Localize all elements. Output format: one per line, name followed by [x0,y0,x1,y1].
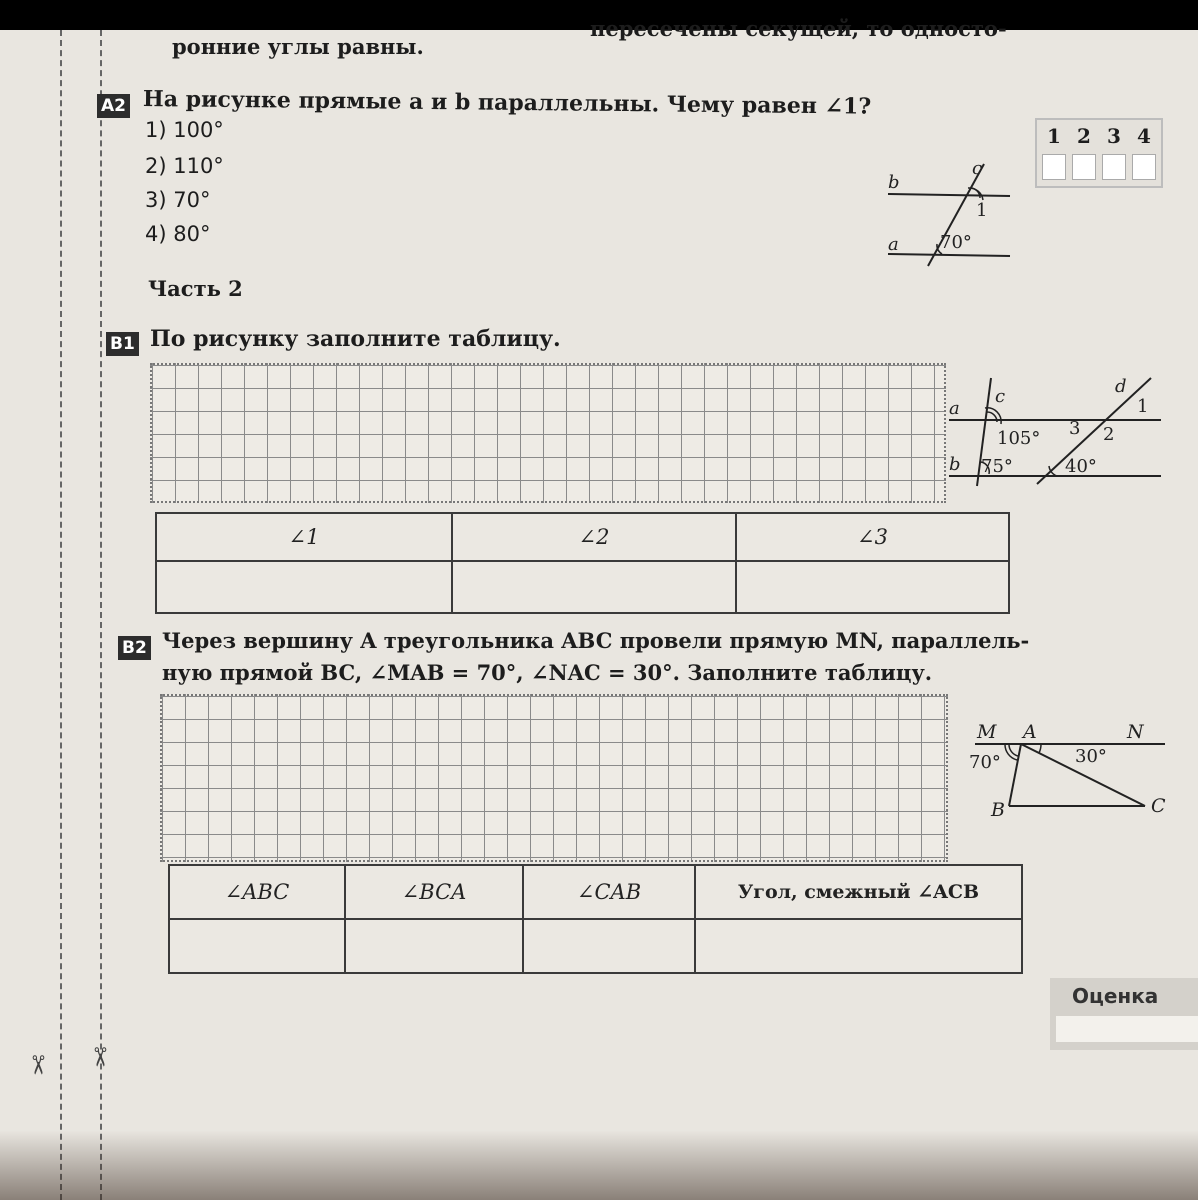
b2-angle-70: 70° [969,752,1001,773]
b1-work-grid[interactable] [150,363,946,503]
b1-angle-40: 40° [1065,456,1097,477]
answer-cell-3[interactable] [1102,154,1126,180]
page-edge-shadow [0,1130,1198,1200]
b1-angle-75: 75° [981,456,1013,477]
b1-figure [945,378,1165,488]
a2-label-c: c [972,158,983,179]
answer-number: 2 [1077,124,1091,148]
b1-header-angle1: ∠1 [156,513,452,561]
b1-label-c: c [995,386,1006,407]
cut-line-right [100,30,102,1200]
b2-header-bca: ∠BCA [345,865,523,919]
b1-answer-cell-3[interactable] [736,561,1009,613]
a2-label-b: b [888,172,900,193]
answer-number: 3 [1107,124,1121,148]
b1-angle-105: 105° [997,428,1041,449]
b2-header-adjacent-acb: Угол, смежный ∠ACB [695,865,1022,919]
b1-number-3: 3 [1069,418,1081,439]
b1-label-a: a [949,398,960,419]
top-text-line-right: пересечены секущей, то односто- [590,16,1007,41]
b1-answer-cell-1[interactable] [156,561,452,613]
a2-label-a: a [888,234,899,255]
b2-header-abc: ∠ABC [169,865,345,919]
cut-line-left [60,30,62,1200]
b1-answer-table [155,512,1010,614]
b2-label-C: C [1151,795,1166,817]
b1-question: По рисунку заполните таблицу. [150,326,561,352]
b2-label-M: M [977,721,997,743]
b2-answer-table [168,864,1023,974]
b2-label-N: N [1127,721,1144,743]
b2-header-cab: ∠CAB [523,865,695,919]
b2-figure [965,716,1175,826]
a2-option-1: 1) 100° [145,118,224,142]
a2-question: На рисунке прямые a и b параллельны. Чему равен ∠1? [142,86,872,120]
b2-question-line1: Через вершину A треугольника ABC провели прямую MN, параллель- [162,628,1030,653]
b2-label-A: A [1023,721,1037,743]
a2-angle-70: 70° [940,232,972,253]
answer-cell-4[interactable] [1132,154,1156,180]
b2-answer-cell-1[interactable] [169,919,345,973]
answer-number: 4 [1137,124,1151,148]
b1-header-angle3: ∠3 [736,513,1009,561]
a2-option-3: 3) 70° [145,188,211,212]
a2-badge: A2 [97,94,130,118]
scissors-icon: ✂ [83,1046,114,1068]
b2-answer-cell-4[interactable] [695,919,1022,973]
a2-answer-box [1035,118,1163,188]
b1-label-b: b [949,454,961,475]
answer-cell-2[interactable] [1072,154,1096,180]
b1-badge: B1 [106,332,139,356]
grade-box [1050,978,1198,1050]
grade-field[interactable] [1056,1016,1198,1042]
b1-number-2: 2 [1103,424,1115,445]
answer-cell-1[interactable] [1042,154,1066,180]
part2-title: Часть 2 [148,276,243,301]
b2-angle-30: 30° [1075,746,1107,767]
grade-label: Оценка [1072,984,1159,1008]
b2-question-line2: ную прямой BC, ∠MAB = 70°, ∠NAC = 30°. Заполните таблицу. [162,660,933,685]
top-text-line: ронние углы равны. [172,34,424,59]
b1-answer-cell-2[interactable] [452,561,736,613]
a2-angle-1: 1 [976,200,988,221]
b1-header-angle2: ∠2 [452,513,736,561]
b2-badge: B2 [118,636,151,660]
b2-answer-cell-3[interactable] [523,919,695,973]
b2-work-grid[interactable] [160,694,948,862]
b1-number-1: 1 [1137,396,1149,417]
a2-figure [880,160,1020,270]
a2-option-2: 2) 110° [145,154,224,178]
scissors-icon: ✂ [21,1054,52,1076]
workbook-page [0,16,1198,1200]
answer-number: 1 [1047,124,1061,148]
a2-option-4: 4) 80° [145,222,211,246]
b2-label-B: B [991,799,1005,821]
b1-label-d: d [1115,376,1127,397]
b2-answer-cell-2[interactable] [345,919,523,973]
